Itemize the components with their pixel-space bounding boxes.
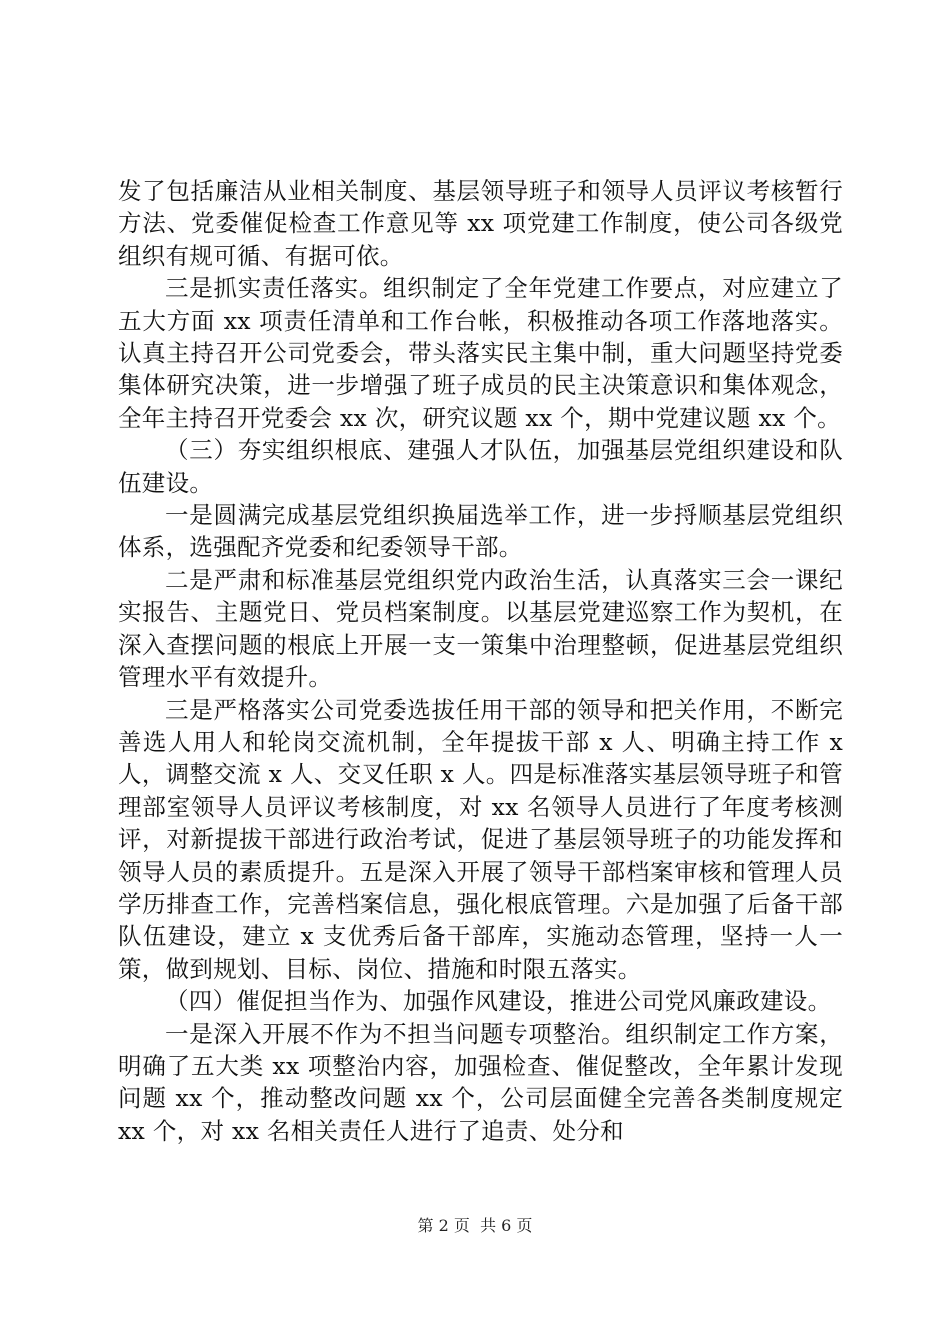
page-number: 第 2 页 bbox=[417, 1216, 470, 1235]
section-heading-4: （四）催促担当作为、加强作风建设，推进公司党风廉政建设。 bbox=[165, 987, 832, 1016]
paragraph-2: 三是抓实责任落实。组织制定了全年党建工作要点，对应建立了五大方面 xx 项责任清单和工作台帐，积极推动各项工作落地落实。认真主持召开公司党委会，带头落实民主集中制，重大问题坚持党委集体研究决策，进一步增强了班子成员的民主决策意识和集体观念，全年主持召开党委会 xx 次，研究议题 xx 个，期中党建议题 xx 个。 bbox=[118, 274, 843, 432]
section-heading-3: （三）夯实组织根底、建强人才队伍，加强基层党组织建设和队伍建设。 bbox=[118, 436, 843, 497]
paragraph-8: 一是深入开展不作为不担当问题专项整治。组织制定工作方案，明确了五大类 xx 项整治内容，加强检查、催促整改，全年累计发现问题 xx 个，推动整改问题 xx 个，公司层面健全完善各类制度规定 xx 个，对 xx 名相关责任人进行了追责、处分和 bbox=[118, 1019, 843, 1145]
paragraph-6: 三是严格落实公司党委选拔任用干部的领导和把关作用，不断完善选人用人和轮岗交流机制，全年提拔干部 x 人、明确主持工作 x 人，调整交流 x 人、交叉任职 x 人。四是标准落实基层领导班子和管理部室领导人员评议考核制度，对 xx 名领导人员进行了年度考核测评，对新提拔干部进行政治考试，促进了基层领导班子的功能发挥和领导人员的素质提升。五是深入开展了领导干部档案审核和管理人员学历排查工作，完善档案信息，强化根底管理。六是加强了后备干部队伍建设，建立 x 支优秀后备干部库，实施动态管理，坚持一人一策，做到规划、目标、岗位、措施和时限五落实。 bbox=[118, 695, 843, 983]
paragraph-1: 发了包括廉洁从业相关制度、基层领导班子和领导人员评议考核暂行方法、党委催促检查工作意见等 xx 项党建工作制度，使公司各级党组织有规可循、有据可依。 bbox=[118, 177, 843, 270]
paragraph-5: 二是严肃和标准基层党组织党内政治生活，认真落实三会一课纪实报告、主题党日、党员档案制度。以基层党建巡察工作为契机，在深入查摆问题的根底上开展一支一策集中治理整顿，促进基层党组织管理水平有效提升。 bbox=[118, 565, 843, 692]
document-body bbox=[118, 175, 843, 1147]
paragraph-4: 一是圆满完成基层党组织换届选举工作，进一步捋顺基层党组织体系，选强配齐党委和纪委领导干部。 bbox=[118, 501, 843, 562]
page-footer bbox=[0, 1216, 950, 1236]
page-total: 共 6 页 bbox=[480, 1216, 533, 1235]
